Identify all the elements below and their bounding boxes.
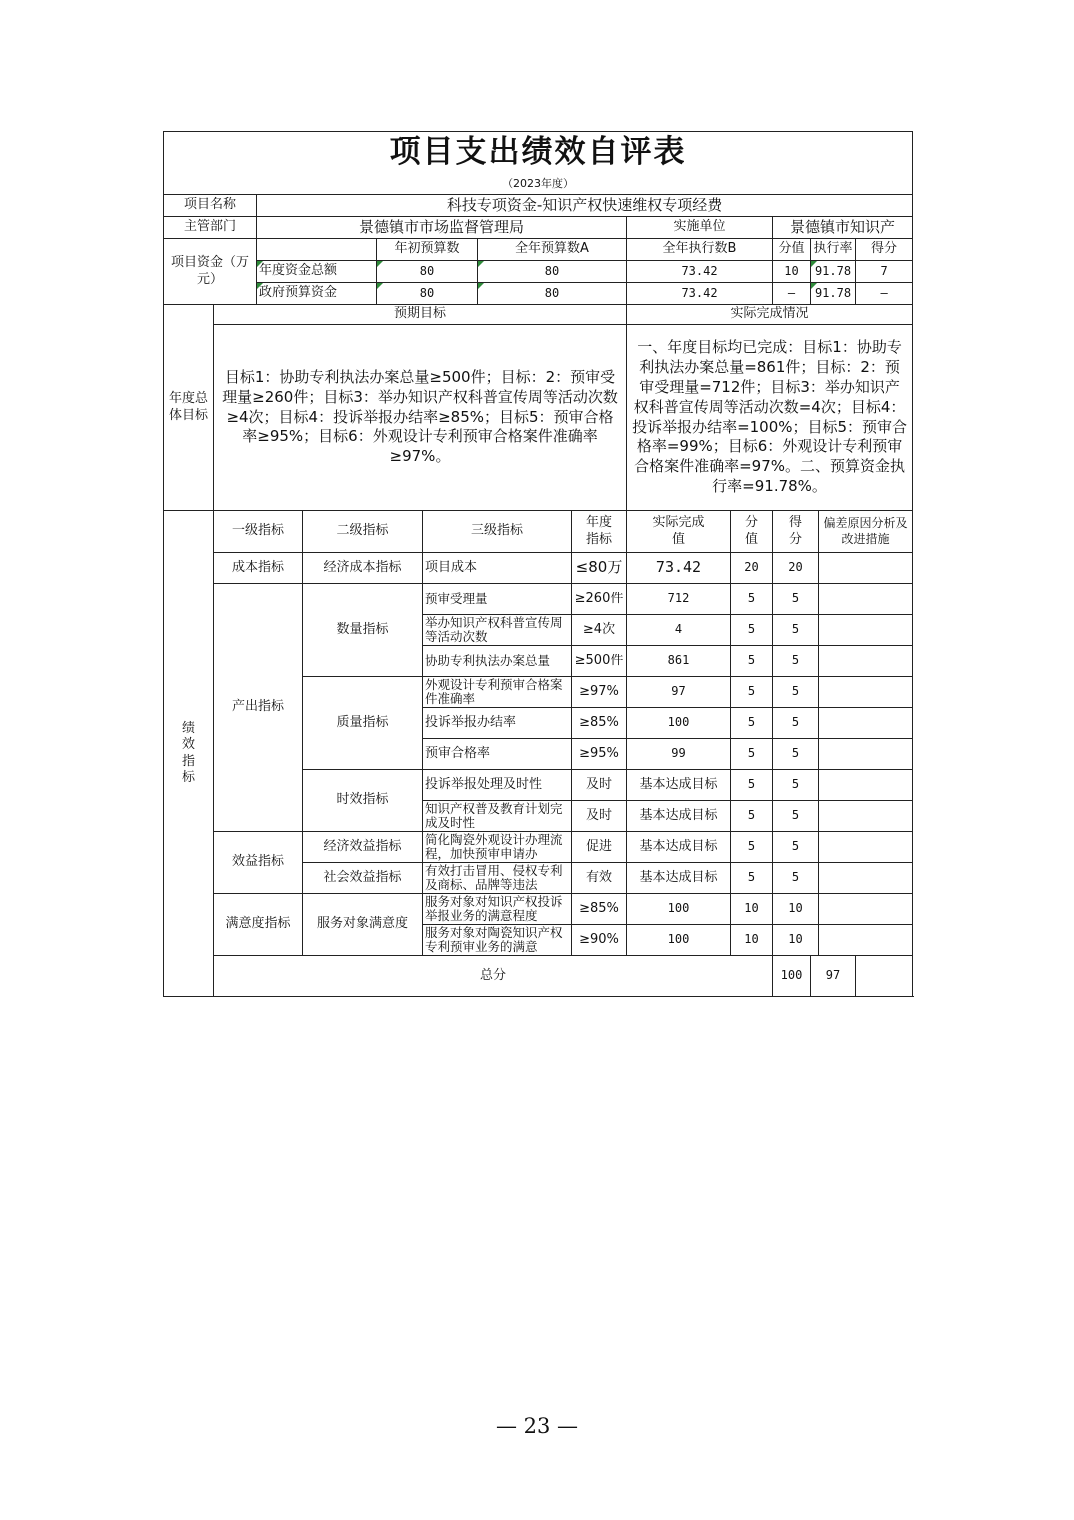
funds-row-score-value: 10 (773, 261, 811, 283)
score-value: 5 (731, 677, 773, 708)
actual-value: 100 (627, 894, 731, 925)
target-value: 有效 (572, 863, 627, 894)
impl-label: 实施单位 (627, 217, 773, 239)
target-value: ≥85% (572, 708, 627, 739)
l2-quality: 质量指标 (303, 677, 423, 770)
header-l3: 三级指标 (423, 511, 572, 553)
goals-label (164, 305, 214, 511)
funds-row-score-value: — (773, 283, 811, 305)
header-target (572, 511, 627, 553)
header-score-text: 得分 (788, 514, 802, 547)
score-value: 20 (731, 553, 773, 584)
funds-row-rate: 91.78 (811, 261, 856, 283)
remark-cell (819, 863, 913, 894)
l2-social-benefit: 社会效益指标 (303, 863, 423, 894)
score: 5 (773, 739, 819, 770)
score-value: 5 (731, 646, 773, 677)
l3-item (423, 863, 572, 894)
funds-row-name: 年度资金总额 (257, 261, 377, 283)
score-value: 5 (731, 584, 773, 615)
l1-satisfaction: 满意度指标 (214, 894, 303, 956)
l3-item: 预审合格率 (423, 739, 572, 770)
l3-item (423, 832, 572, 863)
l3-text: 服务对象对陶瓷知识产权专利预审业务的满意 (425, 926, 563, 954)
target-value: ≥85% (572, 894, 627, 925)
project-name-label: 项目名称 (164, 195, 257, 217)
score: 10 (773, 894, 819, 925)
funds-row-exec: 73.42 (627, 261, 773, 283)
total-value: 100 (773, 956, 811, 997)
header-value (731, 511, 773, 553)
score: 10 (773, 925, 819, 956)
remark-cell (819, 646, 913, 677)
l3-item (423, 646, 572, 677)
score: 5 (773, 801, 819, 832)
actual-value: 861 (627, 646, 731, 677)
expected-goal-text: 目标1：协助专利执法办案总量≥500件；目标：2：预审受理量≥260件；目标3：举办知识产权科普宣传周等活动次数≥4次；目标4：投诉举报办结率≥85%；目标5：预审合格率≥95%；目标6：外观设计专利预审合格案件准确率≥97%。 (214, 325, 627, 511)
l3-item (423, 894, 572, 925)
score-value: 10 (731, 894, 773, 925)
goals-label-text: 年度总体目标 (168, 390, 208, 423)
funds-row-full: 80 (478, 261, 627, 283)
l3-item (423, 615, 572, 646)
funds-row-name: 政府预算资金 (257, 283, 377, 305)
actual-value: 97 (627, 677, 731, 708)
score: 20 (773, 553, 819, 584)
total-label: 总分 (214, 956, 773, 997)
l3-text: 外观设计专利预审合格案件准确率 (425, 678, 563, 706)
header-remark-text: 偏差原因分析及改进措施 (823, 515, 908, 546)
funds-row-initial: 80 (377, 261, 478, 283)
l3-item: 项目成本 (423, 553, 572, 584)
expected-goal-header: 预期目标 (214, 305, 627, 325)
l2-timeliness: 时效指标 (303, 770, 423, 832)
score: 5 (773, 584, 819, 615)
l3-text: 预审受理量 (425, 592, 488, 606)
score: 5 (773, 615, 819, 646)
score-value: 5 (731, 832, 773, 863)
score-value: 5 (731, 863, 773, 894)
target-value: ≥260件 (574, 592, 624, 606)
score: 5 (773, 708, 819, 739)
remark-cell (819, 584, 913, 615)
actual-value: 712 (627, 584, 731, 615)
target-value: ≥90% (572, 925, 627, 956)
funds-row-initial: 80 (377, 283, 478, 305)
table-year: （2023年度） (164, 174, 913, 195)
target-value: ≥95% (572, 739, 627, 770)
funds-row-rate: 91.78 (811, 283, 856, 305)
actual-value: 99 (627, 739, 731, 770)
remark-cell (819, 832, 913, 863)
remark-cell (819, 677, 913, 708)
actual-goal-text: 一、年度目标均已完成：目标1：协助专利执法办案总量=861件；目标：2：预审受理量=712件；目标3：举办知识产权科普宣传周等活动次数=4次；目标4：投诉举报办结率=100%；目标5：预审合格率=99%；目标6：外观设计专利预审合格案件准确率=97%。二、预算资金执行率=91.78%。 (627, 325, 913, 511)
indicators-label-text: 绩效指标 (181, 721, 195, 785)
actual-value: 基本达成目标 (627, 863, 731, 894)
remark-cell (819, 801, 913, 832)
target-value: ≥4次 (572, 615, 627, 646)
funds-header-exec: 全年执行数B (627, 239, 773, 261)
target-cell (572, 584, 627, 615)
score: 5 (773, 677, 819, 708)
actual-value: 100 (627, 925, 731, 956)
score-value: 5 (731, 739, 773, 770)
score-value: 5 (731, 770, 773, 801)
table-title: 项目支出绩效自评表 (164, 132, 913, 175)
l2-quantity: 数量指标 (303, 584, 423, 677)
remark-cell (819, 615, 913, 646)
actual-value: 基本达成目标 (627, 770, 731, 801)
l3-text: 简化陶瓷外观设计办理流程，加快预审申请办 (425, 833, 563, 861)
indicators-label (164, 511, 214, 997)
total-remark (856, 956, 913, 997)
score-value: 5 (731, 615, 773, 646)
l3-item (423, 677, 572, 708)
funds-header-score-value: 分值 (773, 239, 811, 261)
remark-cell (819, 553, 913, 584)
l1-output: 产出指标 (214, 584, 303, 832)
l3-item: 投诉举报处理及时性 (423, 770, 572, 801)
score-value: 5 (731, 708, 773, 739)
l1-cost: 成本指标 (214, 553, 303, 584)
l2-economic-cost: 经济成本指标 (303, 553, 423, 584)
target-value: ≤80万 (572, 553, 627, 584)
score: 5 (773, 646, 819, 677)
header-l2: 二级指标 (303, 511, 423, 553)
header-target-text: 年度指标 (585, 514, 612, 547)
actual-value: 100 (627, 708, 731, 739)
target-value: 及时 (572, 770, 627, 801)
remark-cell (819, 739, 913, 770)
impl-unit: 景德镇市知识产 (773, 217, 913, 239)
target-value: 促进 (572, 832, 627, 863)
l3-text: 举办知识产权科普宣传周等活动次数 (425, 616, 563, 644)
dept-name: 景德镇市市场监督管理局 (257, 217, 627, 239)
funds-header-score: 得分 (856, 239, 913, 261)
funds-row-exec: 73.42 (627, 283, 773, 305)
funds-header-full: 全年预算数A (478, 239, 627, 261)
actual-value: 基本达成目标 (627, 801, 731, 832)
l2-service-satisfaction: 服务对象满意度 (303, 894, 423, 956)
funds-row-score: — (856, 283, 913, 305)
l3-item: 投诉举报办结率 (423, 708, 572, 739)
funds-row-full: 80 (478, 283, 627, 305)
header-actual-text: 实际完成值 (652, 514, 705, 547)
remark-cell (819, 925, 913, 956)
score: 5 (773, 863, 819, 894)
l2-economic-benefit: 经济效益指标 (303, 832, 423, 863)
funds-header-rate: 执行率 (811, 239, 856, 261)
l3-item (423, 801, 572, 832)
total-score: 97 (811, 956, 856, 997)
remark-cell (819, 894, 913, 925)
project-name: 科技专项资金-知识产权快速维权专项经费 (257, 195, 913, 217)
remark-cell (819, 770, 913, 801)
funds-row-score: 7 (856, 261, 913, 283)
target-value: ≥500件 (574, 654, 624, 668)
header-remark (819, 511, 913, 553)
page-number: — 23 — (495, 1414, 579, 1438)
score-value: 10 (731, 925, 773, 956)
dept-label: 主管部门 (164, 217, 257, 239)
funds-header-initial: 年初预算数 (377, 239, 478, 261)
header-actual (627, 511, 731, 553)
funds-blank-header (257, 239, 377, 261)
l3-text: 有效打击冒用、侵权专利及商标、品牌等违法 (425, 864, 563, 892)
l3-item (423, 584, 572, 615)
header-l1: 一级指标 (214, 511, 303, 553)
l3-item (423, 925, 572, 956)
l1-benefit: 效益指标 (214, 832, 303, 894)
remark-cell (819, 708, 913, 739)
score: 5 (773, 770, 819, 801)
actual-value: 4 (627, 615, 731, 646)
target-value: 及时 (572, 801, 627, 832)
actual-goal-header: 实际完成情况 (627, 305, 913, 325)
funds-label: 项目资金（万元） (164, 239, 257, 305)
header-value-text: 分值 (744, 514, 758, 547)
l3-text: 知识产权普及教育计划完成及时性 (425, 802, 563, 830)
score-value: 5 (731, 801, 773, 832)
target-cell (572, 646, 627, 677)
target-value: ≥97% (572, 677, 627, 708)
performance-self-evaluation-table (163, 131, 912, 997)
header-score (773, 511, 819, 553)
l3-text: 协助专利执法办案总量 (425, 654, 551, 668)
actual-value: 基本达成目标 (627, 832, 731, 863)
actual-value: 73.42 (627, 553, 731, 584)
l3-text: 服务对象对知识产权投诉举报业务的满意程度 (425, 895, 563, 923)
score: 5 (773, 832, 819, 863)
